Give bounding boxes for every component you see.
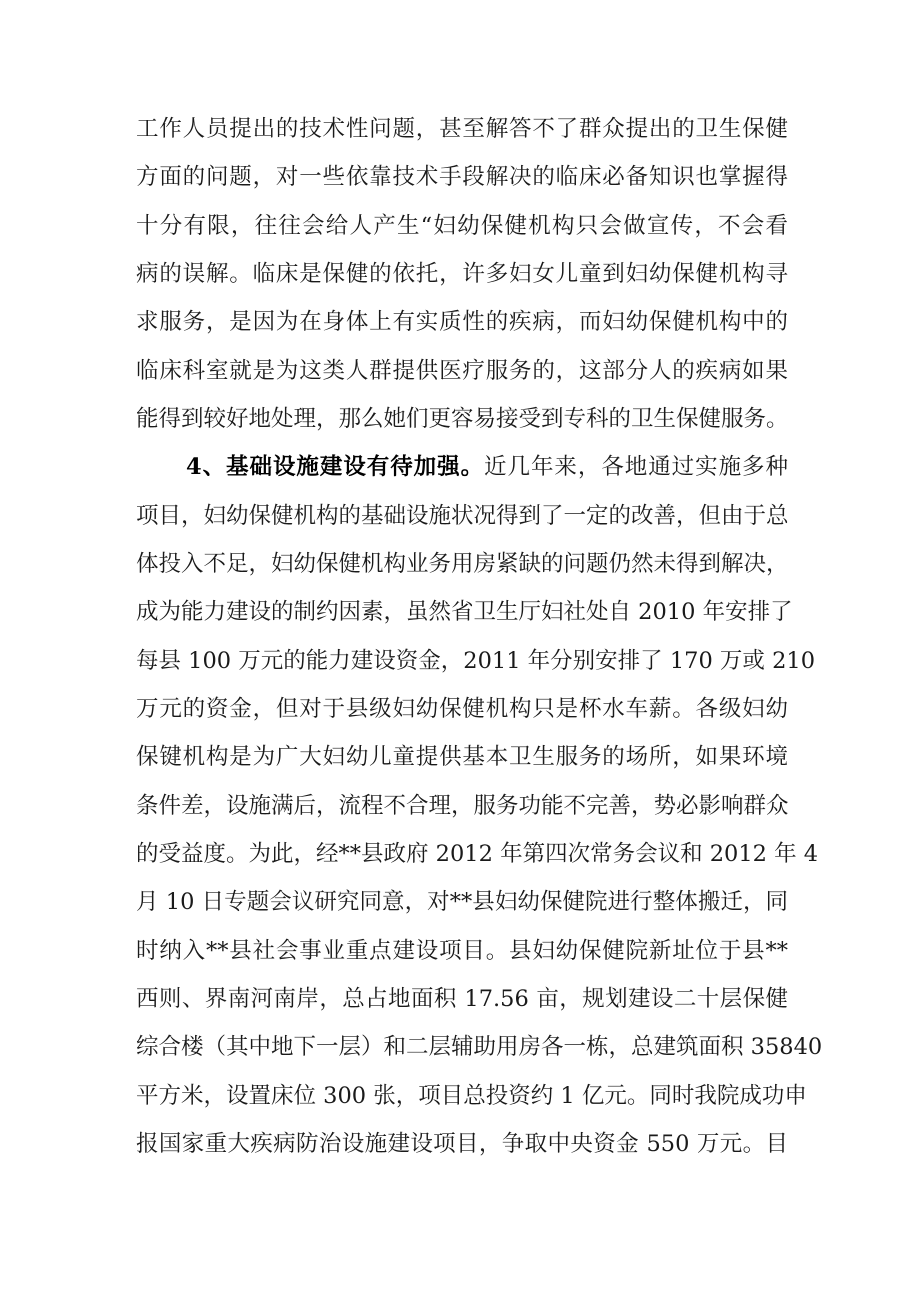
paragraph-line: 西则、界南河南岸，总占地面积 17.56 亩，规划建设二十层保健 xyxy=(136,986,788,1012)
paragraph-line: 保键机构是为广大妇幼儿童提供基本卫生服务的场所，如果环境 xyxy=(136,744,788,770)
paragraph-line: 月 10 日专题会议研究同意，对**县妇幼保健院进行整体搬迁，同 xyxy=(136,889,788,915)
paragraph-line: 万元的资金，但对于县级妇幼保健机构只是杯水车薪。各级妇幼 xyxy=(136,696,788,722)
paragraph-line: 时纳入**县社会事业重点建设项目。县妇幼保健院新址位于县** xyxy=(136,938,788,964)
paragraph-text: 近几年来，各地通过实施多种 xyxy=(484,454,788,480)
paragraph-line: 临床科室就是为这类人群提供医疗服务的，这部分人的疾病如果 xyxy=(136,358,788,384)
paragraph-line: 成为能力建设的制约因素，虽然省卫生厅妇社处自 2010 年安排了 xyxy=(136,599,793,625)
paragraph-line: 能得到较好地处理，那么她们更容易接受到专科的卫生保健服务。 xyxy=(136,406,789,432)
section-heading-line xyxy=(186,445,788,489)
paragraph-line: 每县 100 万元的能力建设资金，2011 年分别安排了 170 万或 210 xyxy=(136,648,816,674)
section-heading: 4、基础设施建设有待加强。 xyxy=(186,454,485,480)
paragraph-line: 体投入不足，妇幼保健机构业务用房紧缺的问题仍然未得到解决， xyxy=(136,551,789,577)
paragraph-line: 工作人员提出的技术性问题，甚至解答不了群众提出的卫生保健 xyxy=(136,116,788,142)
paragraph-line: 求服务，是因为在身体上有实质性的疾病，而妇幼保健机构中的 xyxy=(136,309,788,335)
paragraph-line: 综合楼（其中地下一层）和二层辅助用房各一栋，总建筑面积 35840 xyxy=(136,1034,823,1060)
paragraph-line: 报国家重大疾病防治设施建设项目，争取中央资金 550 万元。目 xyxy=(136,1131,788,1157)
paragraph-line: 条件差，设施满后，流程不合理，服务功能不完善，势必影响群众 xyxy=(136,793,789,819)
paragraph-line: 方面的问题，对一些依靠技术手段解决的临床必备知识也掌握得 xyxy=(136,164,788,190)
paragraph-line: 项目，妇幼保健机构的基础设施状况得到了一定的改善，但由于总 xyxy=(136,503,789,529)
paragraph-line: 的受益度。为此，经**县政府 2012 年第四次常务会议和 2012 年 4 xyxy=(136,841,819,867)
paragraph-line: 平方米，设置床位 300 张，项目总投资约 1 亿元。同时我院成功申 xyxy=(136,1083,807,1109)
paragraph-line: 病的误解。临床是保健的依托，许多妇女儿童到妇幼保健机构寻 xyxy=(136,261,788,287)
paragraph-line: 十分有限，往往会给人产生“妇幼保健机构只会做宣传，不会看 xyxy=(136,213,788,239)
